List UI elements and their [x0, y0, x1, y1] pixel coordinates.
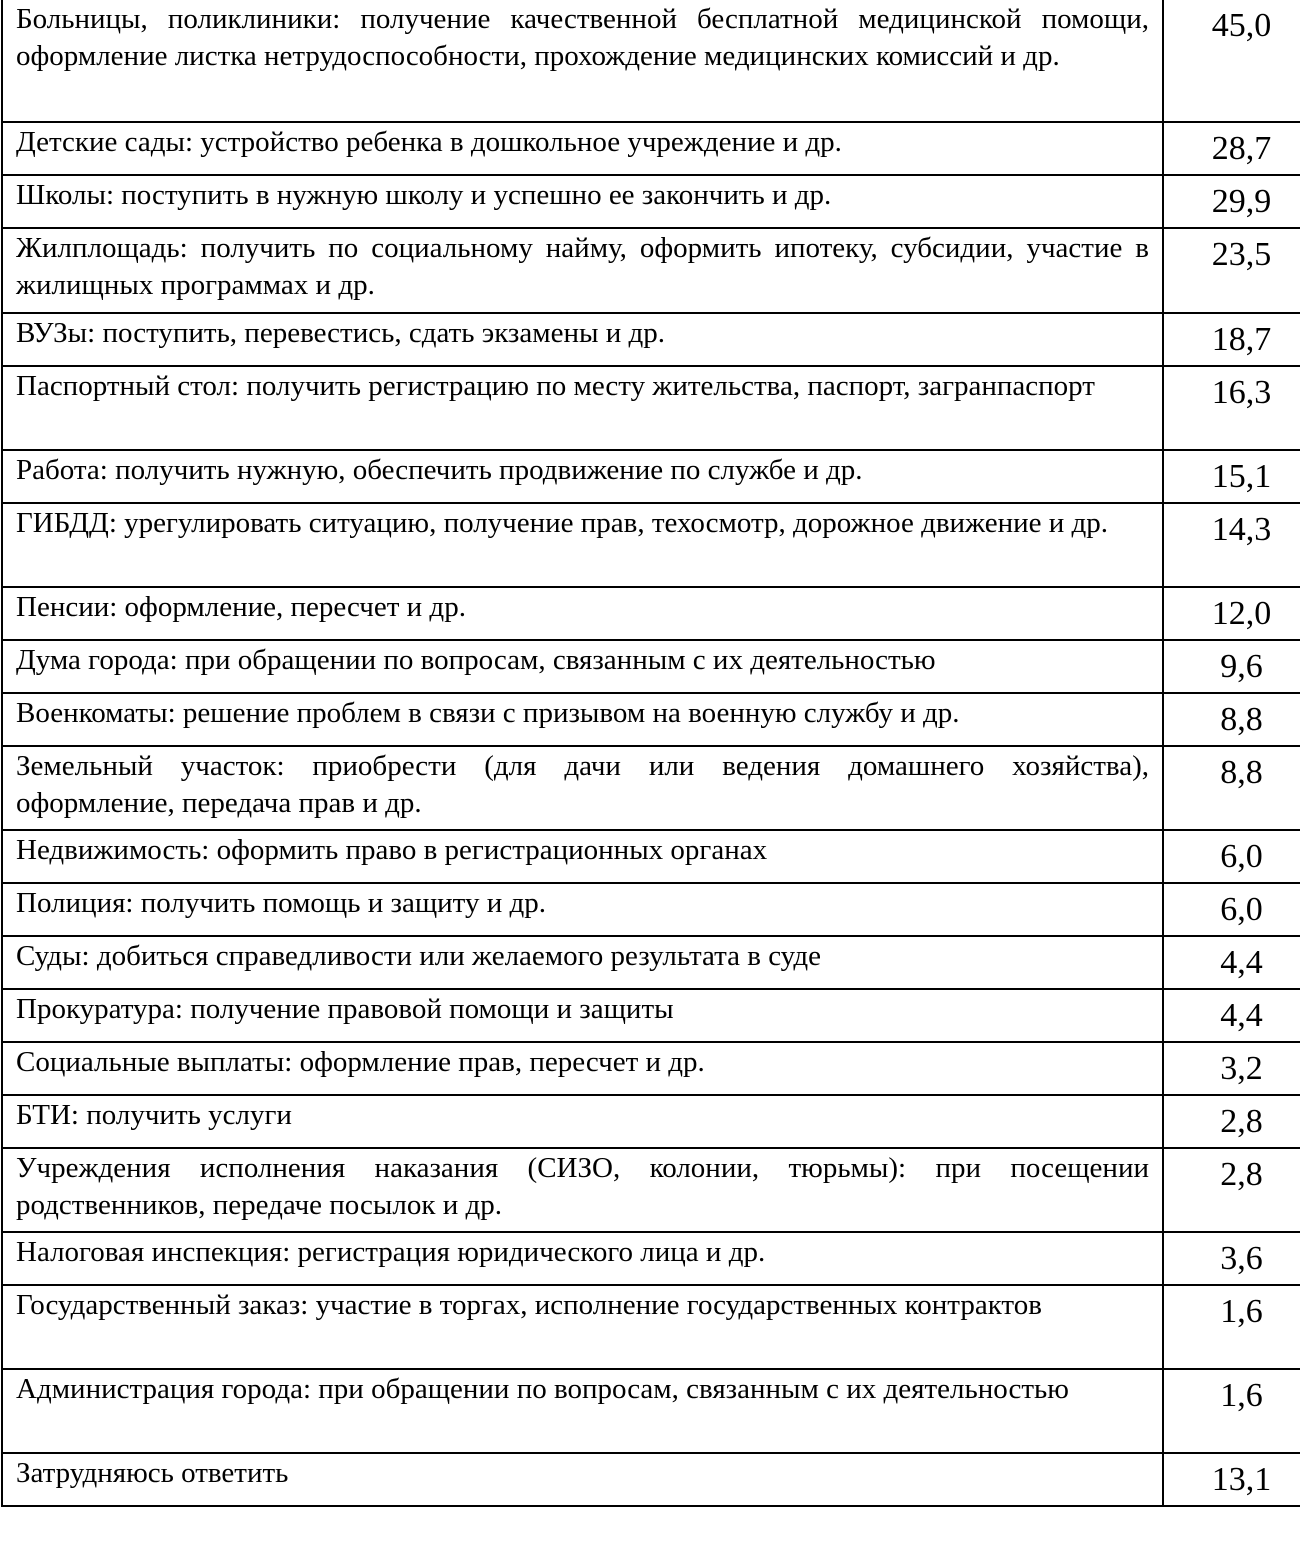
- row-value: 2,8: [1163, 1095, 1300, 1148]
- row-value: 14,3: [1163, 503, 1300, 587]
- row-label: Налоговая инспекция: регистрация юридического лица и др.: [2, 1232, 1163, 1285]
- table-row: [2, 175, 1300, 228]
- row-value: 28,7: [1163, 122, 1300, 175]
- row-label: Социальные выплаты: оформление прав, пересчет и др.: [2, 1042, 1163, 1095]
- row-label: Детские сады: устройство ребенка в дошкольное учреждение и др.: [2, 122, 1163, 175]
- row-value: 3,2: [1163, 1042, 1300, 1095]
- row-value: 13,1: [1163, 1453, 1300, 1506]
- row-label: БТИ: получить услуги: [2, 1095, 1163, 1148]
- row-value: 15,1: [1163, 450, 1300, 503]
- survey-table: [1, 0, 1300, 1507]
- row-label: Дума города: при обращении по вопросам, связанным с их деятельностью: [2, 640, 1163, 693]
- row-label: Государственный заказ: участие в торгах, исполнение государственных контрактов: [2, 1285, 1163, 1369]
- row-label: Военкоматы: решение проблем в связи с призывом на военную службу и др.: [2, 693, 1163, 746]
- table-row: [2, 0, 1300, 122]
- row-value: 45,0: [1163, 0, 1300, 122]
- table-row: [2, 1232, 1300, 1285]
- row-label: ВУЗы: поступить, перевестись, сдать экзамены и др.: [2, 313, 1163, 366]
- table-row: [2, 640, 1300, 693]
- row-value: 12,0: [1163, 587, 1300, 640]
- row-value: 16,3: [1163, 366, 1300, 450]
- table-row: [2, 883, 1300, 936]
- row-label: Прокуратура: получение правовой помощи и защиты: [2, 989, 1163, 1042]
- row-value: 6,0: [1163, 830, 1300, 883]
- row-value: 3,6: [1163, 1232, 1300, 1285]
- table-row: [2, 1285, 1300, 1369]
- row-value: 23,5: [1163, 228, 1300, 313]
- table-row: [2, 746, 1300, 830]
- row-label: Жилплощадь: получить по социальному найму, оформить ипотеку, субсидии, участие в жилищных программах и др.: [2, 228, 1163, 313]
- table-row: [2, 313, 1300, 366]
- row-label: Недвижимость: оформить право в регистрационных органах: [2, 830, 1163, 883]
- table-row: [2, 989, 1300, 1042]
- row-label: Суды: добиться справедливости или желаемого результата в суде: [2, 936, 1163, 989]
- table-row: [2, 122, 1300, 175]
- row-value: 1,6: [1163, 1369, 1300, 1453]
- row-value: 1,6: [1163, 1285, 1300, 1369]
- table-row: [2, 936, 1300, 989]
- row-label: Больницы, поликлиники: получение качественной бесплатной медицинской помощи, оформление листка нетрудоспособности, прохождение медицинских комиссий и др.: [2, 0, 1163, 122]
- table-row: [2, 830, 1300, 883]
- table-row: [2, 1042, 1300, 1095]
- row-label: Земельный участок: приобрести (для дачи или ведения домашнего хозяйства), оформление, передача прав и др.: [2, 746, 1163, 830]
- row-label: Школы: поступить в нужную школу и успешно ее закончить и др.: [2, 175, 1163, 228]
- table-row: [2, 1369, 1300, 1453]
- row-value: 18,7: [1163, 313, 1300, 366]
- row-label: Пенсии: оформление, пересчет и др.: [2, 587, 1163, 640]
- row-label: ГИБДД: урегулировать ситуацию, получение прав, техосмотр, дорожное движение и др.: [2, 503, 1163, 587]
- row-value: 4,4: [1163, 936, 1300, 989]
- table-row: [2, 366, 1300, 450]
- row-value: 2,8: [1163, 1148, 1300, 1232]
- row-value: 4,4: [1163, 989, 1300, 1042]
- table-row: [2, 228, 1300, 313]
- table-row: [2, 587, 1300, 640]
- table-row: [2, 503, 1300, 587]
- table-row: [2, 1095, 1300, 1148]
- row-label: Учреждения исполнения наказания (СИЗО, колонии, тюрьмы): при посещении родственников, передаче посылок и др.: [2, 1148, 1163, 1232]
- row-label: Паспортный стол: получить регистрацию по месту жительства, паспорт, загранпаспорт: [2, 366, 1163, 450]
- table-row: [2, 1453, 1300, 1506]
- row-value: 9,6: [1163, 640, 1300, 693]
- row-value: 8,8: [1163, 746, 1300, 830]
- table-row: [2, 1148, 1300, 1232]
- row-value: 29,9: [1163, 175, 1300, 228]
- row-label: Администрация города: при обращении по вопросам, связанным с их деятельностью: [2, 1369, 1163, 1453]
- row-label: Затрудняюсь ответить: [2, 1453, 1163, 1506]
- row-label: Полиция: получить помощь и защиту и др.: [2, 883, 1163, 936]
- table-row: [2, 450, 1300, 503]
- row-value: 6,0: [1163, 883, 1300, 936]
- row-label: Работа: получить нужную, обеспечить продвижение по службе и др.: [2, 450, 1163, 503]
- table-row: [2, 693, 1300, 746]
- row-value: 8,8: [1163, 693, 1300, 746]
